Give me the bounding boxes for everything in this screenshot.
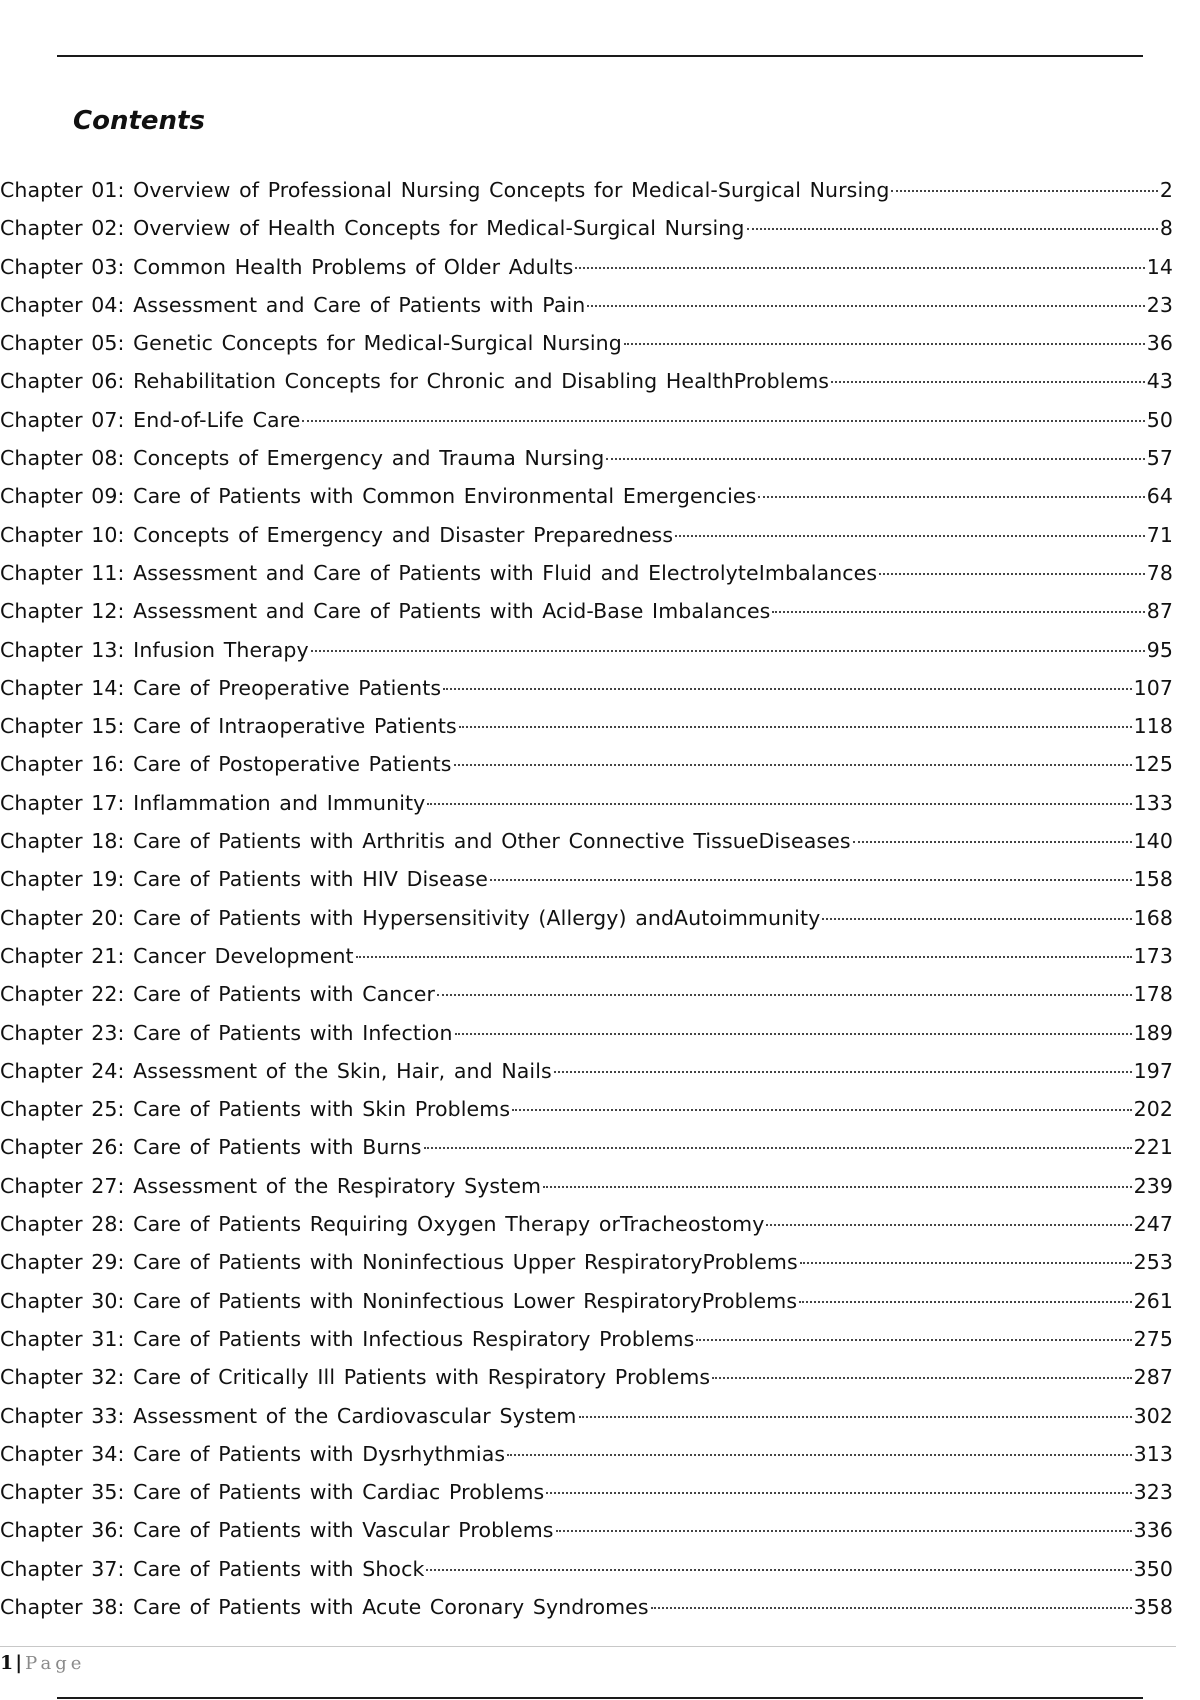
toc-entry-title: Chapter 33: Assessment of the Cardiovascular System <box>0 1403 577 1428</box>
bottom-rule <box>57 1697 1143 1699</box>
toc-entry-page: 275 <box>1133 1326 1173 1351</box>
toc-entry-page: 173 <box>1133 943 1173 968</box>
toc-entry-title: Chapter 25: Care of Patients with Skin Problems <box>0 1097 511 1122</box>
page-label: Page <box>25 1653 86 1674</box>
toc-entry[interactable] <box>0 975 1173 1013</box>
dot-leader <box>606 457 1144 460</box>
dot-leader <box>302 419 1144 422</box>
toc-entry[interactable] <box>0 477 1173 515</box>
toc-entry[interactable] <box>0 1128 1173 1166</box>
toc-entry-title: Chapter 03: Common Health Problems of Older Adults <box>0 254 574 279</box>
dot-leader <box>800 1261 1132 1264</box>
toc-entry-title: Chapter 35: Care of Patients with Cardiac Problems <box>0 1480 545 1505</box>
toc-entry-title: Chapter 10: Concepts of Emergency and Disaster Preparedness <box>0 522 674 547</box>
dot-leader <box>311 649 1145 652</box>
toc-entry-page: 140 <box>1133 829 1173 854</box>
toc-entry-title: Chapter 34: Care of Patients with Dysrhythmias <box>0 1441 506 1466</box>
page-footer <box>0 1650 85 1677</box>
dot-leader <box>799 1300 1131 1303</box>
toc-entry-page: 158 <box>1133 867 1173 892</box>
toc-entry[interactable] <box>0 707 1173 745</box>
toc-entry[interactable] <box>0 1435 1173 1473</box>
dot-leader <box>879 572 1145 575</box>
dot-leader <box>831 380 1145 383</box>
toc-entry[interactable] <box>0 1320 1173 1358</box>
toc-title: Contents <box>73 106 205 136</box>
toc-entry-title: Chapter 07: End-of-Life Care <box>0 407 301 432</box>
toc-entry[interactable] <box>0 1243 1173 1281</box>
dot-leader <box>891 189 1157 192</box>
toc-entry-title: Chapter 14: Care of Preoperative Patients <box>0 675 442 700</box>
toc-entry[interactable] <box>0 554 1173 592</box>
toc-entry[interactable] <box>0 324 1173 362</box>
toc-entry[interactable] <box>0 1167 1173 1205</box>
dot-leader <box>356 955 1132 958</box>
footer-rule <box>0 1646 1176 1647</box>
page-separator: | <box>15 1652 23 1674</box>
dot-leader <box>822 917 1131 920</box>
toc-entry-title: Chapter 32: Care of Critically Ill Patients with Respiratory Problems <box>0 1365 711 1390</box>
toc-entry-page: 125 <box>1133 752 1173 777</box>
toc-entry[interactable] <box>0 1511 1173 1549</box>
toc-entry-page: 247 <box>1133 1212 1173 1237</box>
toc-entry-page: 87 <box>1146 599 1173 624</box>
toc-entry-page: 36 <box>1146 331 1173 356</box>
toc-entry-page: 107 <box>1133 675 1173 700</box>
toc-entry-title: Chapter 27: Assessment of the Respiratory System <box>0 1173 542 1198</box>
toc-entry-page: 178 <box>1133 982 1173 1007</box>
toc-entry-page: 23 <box>1146 292 1173 317</box>
toc-entry[interactable] <box>0 1282 1173 1320</box>
toc-entry-page: 189 <box>1133 1020 1173 1045</box>
toc-entry[interactable] <box>0 631 1173 669</box>
toc-entry-title: Chapter 16: Care of Postoperative Patients <box>0 752 452 777</box>
dot-leader <box>747 227 1158 230</box>
table-of-contents <box>0 171 1173 1626</box>
dot-leader <box>712 1376 1131 1379</box>
toc-entry-page: 302 <box>1133 1403 1173 1428</box>
toc-entry-title: Chapter 29: Care of Patients with Noninfectious Upper RespiratoryProblems <box>0 1250 798 1275</box>
toc-entry-page: 221 <box>1133 1135 1173 1160</box>
dot-leader <box>575 266 1144 269</box>
toc-entry-page: 8 <box>1159 216 1173 241</box>
toc-entry[interactable] <box>0 171 1173 209</box>
dot-leader <box>455 1032 1132 1035</box>
toc-entry-page: 43 <box>1146 369 1173 394</box>
toc-entry-title: Chapter 12: Assessment and Care of Patients with Acid-Base Imbalances <box>0 599 771 624</box>
toc-entry-title: Chapter 19: Care of Patients with HIV Disease <box>0 867 488 892</box>
toc-entry-title: Chapter 26: Care of Patients with Burns <box>0 1135 422 1160</box>
dot-leader <box>675 534 1145 537</box>
dot-leader <box>424 1146 1132 1149</box>
toc-entry-page: 2 <box>1159 178 1173 202</box>
dot-leader <box>454 763 1132 766</box>
toc-entry-title: Chapter 37: Care of Patients with Shock <box>0 1556 425 1581</box>
dot-leader <box>437 993 1132 996</box>
toc-entry[interactable] <box>0 1014 1173 1052</box>
toc-entry-page: 197 <box>1133 1058 1173 1083</box>
dot-leader <box>512 1108 1131 1111</box>
dot-leader <box>443 687 1131 690</box>
dot-leader <box>459 725 1132 728</box>
toc-entry-page: 168 <box>1133 905 1173 930</box>
toc-entry[interactable] <box>0 899 1173 937</box>
toc-entry-page: 78 <box>1146 560 1173 585</box>
toc-entry-page: 261 <box>1133 1288 1173 1313</box>
toc-entry-title: Chapter 17: Inflammation and Immunity <box>0 790 426 815</box>
toc-entry[interactable] <box>0 1550 1173 1588</box>
toc-entry[interactable] <box>0 822 1173 860</box>
toc-entry-page: 133 <box>1133 790 1173 815</box>
toc-entry-title: Chapter 11: Assessment and Care of Patients with Fluid and ElectrolyteImbalances <box>0 560 878 585</box>
toc-entry[interactable] <box>0 860 1173 898</box>
toc-entry-page: 287 <box>1133 1365 1173 1390</box>
dot-leader <box>426 1568 1131 1571</box>
toc-entry-title: Chapter 23: Care of Patients with Infection <box>0 1020 453 1045</box>
dot-leader <box>507 1453 1131 1456</box>
toc-entry-page: 239 <box>1133 1173 1173 1198</box>
toc-entry[interactable] <box>0 1358 1173 1396</box>
toc-entry[interactable] <box>0 401 1173 439</box>
toc-entry-title: Chapter 15: Care of Intraoperative Patients <box>0 714 457 739</box>
toc-entry-title: Chapter 18: Care of Patients with Arthritis and Other Connective TissueDiseases <box>0 829 851 854</box>
toc-entry-page: 118 <box>1133 714 1173 739</box>
toc-entry[interactable] <box>0 784 1173 822</box>
toc-entry-page: 202 <box>1133 1097 1173 1122</box>
toc-entry[interactable] <box>0 592 1173 630</box>
dot-leader <box>427 802 1131 805</box>
dot-leader <box>546 1491 1131 1494</box>
toc-entry[interactable] <box>0 248 1173 286</box>
dot-leader <box>853 840 1132 843</box>
toc-entry-title: Chapter 09: Care of Patients with Common Environmental Emergencies <box>0 484 757 509</box>
dot-leader <box>624 342 1145 345</box>
dot-leader <box>554 1070 1132 1073</box>
toc-entry-page: 64 <box>1146 484 1173 509</box>
page-number: 1 <box>0 1652 14 1674</box>
dot-leader <box>556 1529 1132 1532</box>
toc-entry-page: 253 <box>1133 1250 1173 1275</box>
toc-entry-title: Chapter 24: Assessment of the Skin, Hair, and Nails <box>0 1058 552 1083</box>
toc-entry-title: Chapter 06: Rehabilitation Concepts for Chronic and Disabling HealthProblems <box>0 369 830 394</box>
toc-entry-title: Chapter 22: Care of Patients with Cancer <box>0 982 436 1007</box>
dot-leader <box>766 1223 1131 1226</box>
toc-entry[interactable] <box>0 362 1173 400</box>
toc-entry-title: Chapter 04: Assessment and Care of Patients with Pain <box>0 292 586 317</box>
toc-entry-title: Chapter 02: Overview of Health Concepts for Medical-Surgical Nursing <box>0 216 745 241</box>
toc-entry[interactable] <box>0 286 1173 324</box>
toc-entry-title: Chapter 08: Concepts of Emergency and Trauma Nursing <box>0 446 605 471</box>
dot-leader <box>587 304 1144 307</box>
toc-entry-page: 14 <box>1146 254 1173 279</box>
toc-entry-title: Chapter 31: Care of Patients with Infectious Respiratory Problems <box>0 1326 695 1351</box>
toc-entry-title: Chapter 28: Care of Patients Requiring Oxygen Therapy orTracheostomy <box>0 1212 765 1237</box>
toc-entry[interactable] <box>0 937 1173 975</box>
toc-entry[interactable] <box>0 669 1173 707</box>
toc-entry[interactable] <box>0 745 1173 783</box>
dot-leader <box>490 878 1132 881</box>
dot-leader <box>696 1338 1131 1341</box>
toc-entry[interactable] <box>0 1588 1173 1626</box>
toc-entry[interactable] <box>0 1052 1173 1090</box>
toc-entry[interactable] <box>0 1090 1173 1128</box>
toc-entry-page: 323 <box>1133 1480 1173 1505</box>
toc-entry-title: Chapter 21: Cancer Development <box>0 943 354 968</box>
toc-entry-page: 95 <box>1146 637 1173 662</box>
toc-entry-title: Chapter 38: Care of Patients with Acute Coronary Syndromes <box>0 1594 649 1619</box>
dot-leader <box>758 495 1144 498</box>
toc-entry-title: Chapter 36: Care of Patients with Vascular Problems <box>0 1518 554 1543</box>
toc-entry-page: 336 <box>1133 1518 1173 1543</box>
toc-entry-title: Chapter 30: Care of Patients with Noninfectious Lower RespiratoryProblems <box>0 1288 798 1313</box>
toc-entry[interactable] <box>0 439 1173 477</box>
toc-entry-page: 358 <box>1133 1594 1173 1619</box>
dot-leader <box>651 1606 1132 1609</box>
toc-entry-page: 313 <box>1133 1441 1173 1466</box>
toc-entry-title: Chapter 01: Overview of Professional Nursing Concepts for Medical-Surgical Nursing <box>0 178 890 202</box>
toc-entry-title: Chapter 20: Care of Patients with Hypersensitivity (Allergy) andAutoimmunity <box>0 905 821 930</box>
header-rule <box>57 55 1143 57</box>
dot-leader <box>543 1185 1131 1188</box>
dot-leader <box>579 1415 1132 1418</box>
toc-entry[interactable] <box>0 1205 1173 1243</box>
toc-entry-title: Chapter 05: Genetic Concepts for Medical-Surgical Nursing <box>0 331 622 356</box>
toc-entry-title: Chapter 13: Infusion Therapy <box>0 637 309 662</box>
toc-entry[interactable] <box>0 209 1173 247</box>
toc-entry-page: 50 <box>1146 407 1173 432</box>
toc-entry[interactable] <box>0 1473 1173 1511</box>
toc-entry-page: 350 <box>1133 1556 1173 1581</box>
toc-entry[interactable] <box>0 1397 1173 1435</box>
dot-leader <box>772 610 1144 613</box>
toc-entry-page: 57 <box>1146 446 1173 471</box>
toc-entry-page: 71 <box>1146 522 1173 547</box>
toc-entry[interactable] <box>0 516 1173 554</box>
